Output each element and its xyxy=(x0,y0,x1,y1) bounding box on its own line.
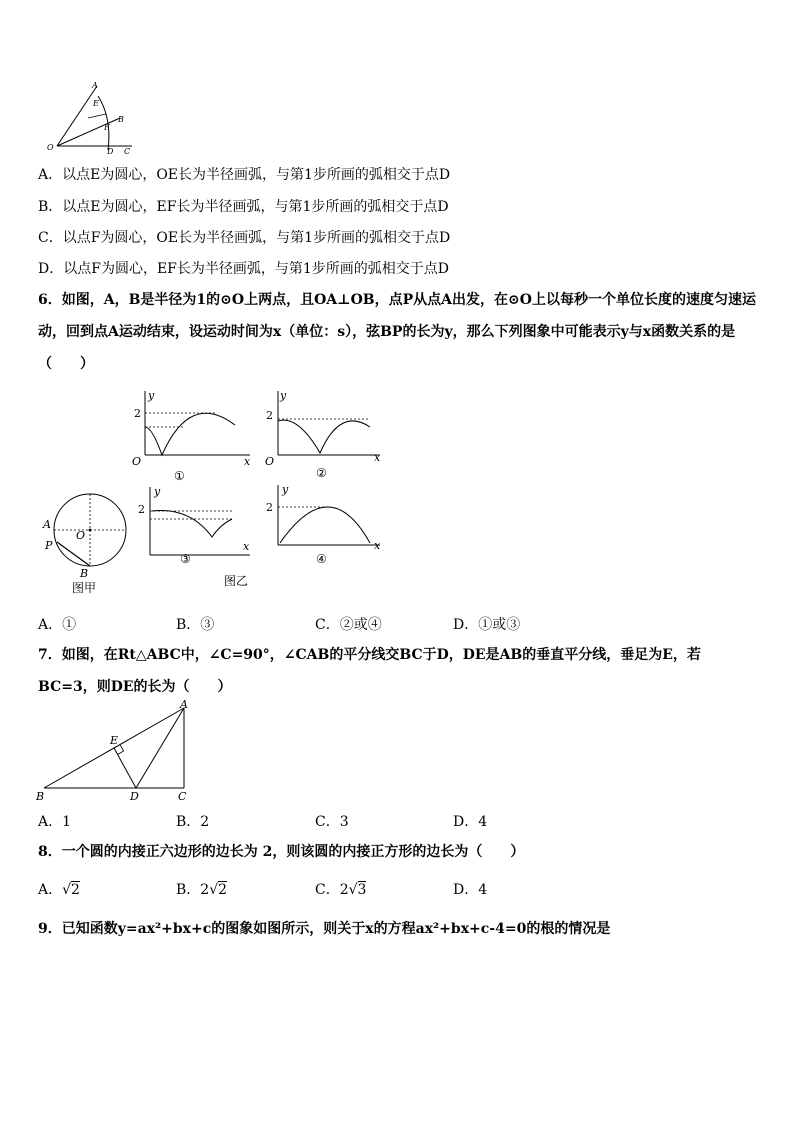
sqrt-icon: √ xyxy=(209,882,219,898)
tri-label-b: B xyxy=(36,790,45,803)
g1-o: O xyxy=(132,455,142,468)
g4-x: x xyxy=(374,539,381,552)
g2-two: 2 xyxy=(266,409,273,422)
tri-label-d: D xyxy=(130,790,139,803)
tri-label-a: A xyxy=(180,698,188,711)
graph-2 xyxy=(265,389,381,480)
q6-option-b[interactable]: B．③ xyxy=(176,617,215,633)
g2-y: y xyxy=(280,389,287,402)
label-c: C xyxy=(124,147,131,156)
fig-yi: 图乙 xyxy=(224,574,249,588)
g4-y: y xyxy=(282,483,289,496)
q8-c-prefix: C．2 xyxy=(315,882,349,898)
q7-option-a[interactable]: A．1 xyxy=(38,814,72,830)
q6-figures xyxy=(40,385,390,595)
g3-two: 2 xyxy=(138,503,145,516)
q8-a-radicand: 2 xyxy=(71,882,80,898)
graph-1 xyxy=(132,389,251,483)
q8-b-radicand: 2 xyxy=(218,882,228,898)
label-f: F xyxy=(104,123,110,132)
q7-option-c[interactable]: C．3 xyxy=(315,814,349,830)
q8-option-c[interactable] xyxy=(315,879,366,899)
q5-option-a[interactable]: A．以点E为圆心，OE长为半径画弧，与第1步所画的弧相交于点D xyxy=(38,167,451,183)
g4-two: 2 xyxy=(266,501,273,514)
g3-num: ③ xyxy=(180,552,191,566)
q6-option-a[interactable]: A．① xyxy=(38,617,77,633)
graph-3 xyxy=(138,485,250,588)
circle-figure xyxy=(42,494,126,595)
circle-o: O xyxy=(76,529,86,542)
label-a: A xyxy=(92,81,98,90)
q8-text: 8．一个圆的内接正六边形的边长为 2，则该圆的内接正方形的边长为（ ） xyxy=(38,844,525,860)
q6-text: 6．如图，A，B是半径为1的⊙O上两点，且OA⊥OB，点P从点A出发，在⊙O上以每秒一个单位长度的速度匀速运动，回到点A运动结束，设运动时间为x（单位：s），弦BP的长为y，那么下列图象中可能表示y与x函数关系的是（ ） xyxy=(38,292,756,372)
tri-label-c: C xyxy=(178,790,187,803)
label-o: O xyxy=(47,143,54,152)
q5-option-c[interactable]: C．以点F为圆心，OE长为半径画弧，与第1步所画的弧相交于点D xyxy=(38,230,451,246)
angle-construction-figure xyxy=(40,78,140,158)
q8-a-prefix: A． xyxy=(38,882,63,898)
q8-c-radicand: 3 xyxy=(357,882,367,898)
q7-triangle-figure xyxy=(30,698,200,808)
g1-y: y xyxy=(148,389,155,402)
g1-x: x xyxy=(244,455,251,468)
q7-text: 7．如图，在Rt△ABC中，∠C=90°，∠CAB的平分线交BC于D，DE是AB的垂直平分线，垂足为E，若BC=3，则DE的长为（ ） xyxy=(38,647,701,695)
g3-y: y xyxy=(154,485,161,498)
g2-num: ② xyxy=(316,466,327,480)
q8-b-prefix: B．2 xyxy=(176,882,210,898)
q6-option-c[interactable]: C．②或④ xyxy=(315,617,382,633)
sqrt-icon: √ xyxy=(348,882,358,898)
label-d: D xyxy=(107,147,114,156)
g2-x: x xyxy=(374,451,381,464)
q5-option-d[interactable]: D．以点F为圆心，EF长为半径画弧，与第1步所画的弧相交于点D xyxy=(38,261,450,277)
q8-option-b[interactable] xyxy=(176,879,227,899)
circle-p: P xyxy=(45,539,53,552)
circle-b: B xyxy=(80,567,89,580)
q7-option-d[interactable]: D．4 xyxy=(453,814,488,830)
g2-o: O xyxy=(265,455,275,468)
q5-option-b[interactable]: B．以点E为圆心，EF长为半径画弧，与第1步所画的弧相交于点D xyxy=(38,199,449,215)
g1-two: 2 xyxy=(134,407,141,420)
g3-x: x xyxy=(243,540,250,553)
fig-jia: 图甲 xyxy=(72,581,97,595)
q8-option-a[interactable] xyxy=(38,879,80,899)
q9-text: 9．已知函数y=ax²+bx+c的图象如图所示，则关于x的方程ax²+bx+c-4=0的根的情况是 xyxy=(38,921,611,937)
g1-num: ① xyxy=(174,469,185,483)
g4-num: ④ xyxy=(316,552,327,566)
q6-option-d[interactable]: D．①或③ xyxy=(453,617,521,633)
label-b: B xyxy=(118,115,124,124)
graph-4 xyxy=(266,483,381,566)
tri-label-e: E xyxy=(110,734,119,747)
label-e: E xyxy=(93,99,99,108)
circle-a: A xyxy=(43,518,51,531)
sqrt-icon: √ xyxy=(62,882,72,898)
q8-option-d[interactable]: D．4 xyxy=(453,882,488,898)
q7-option-b[interactable]: B．2 xyxy=(176,814,210,830)
